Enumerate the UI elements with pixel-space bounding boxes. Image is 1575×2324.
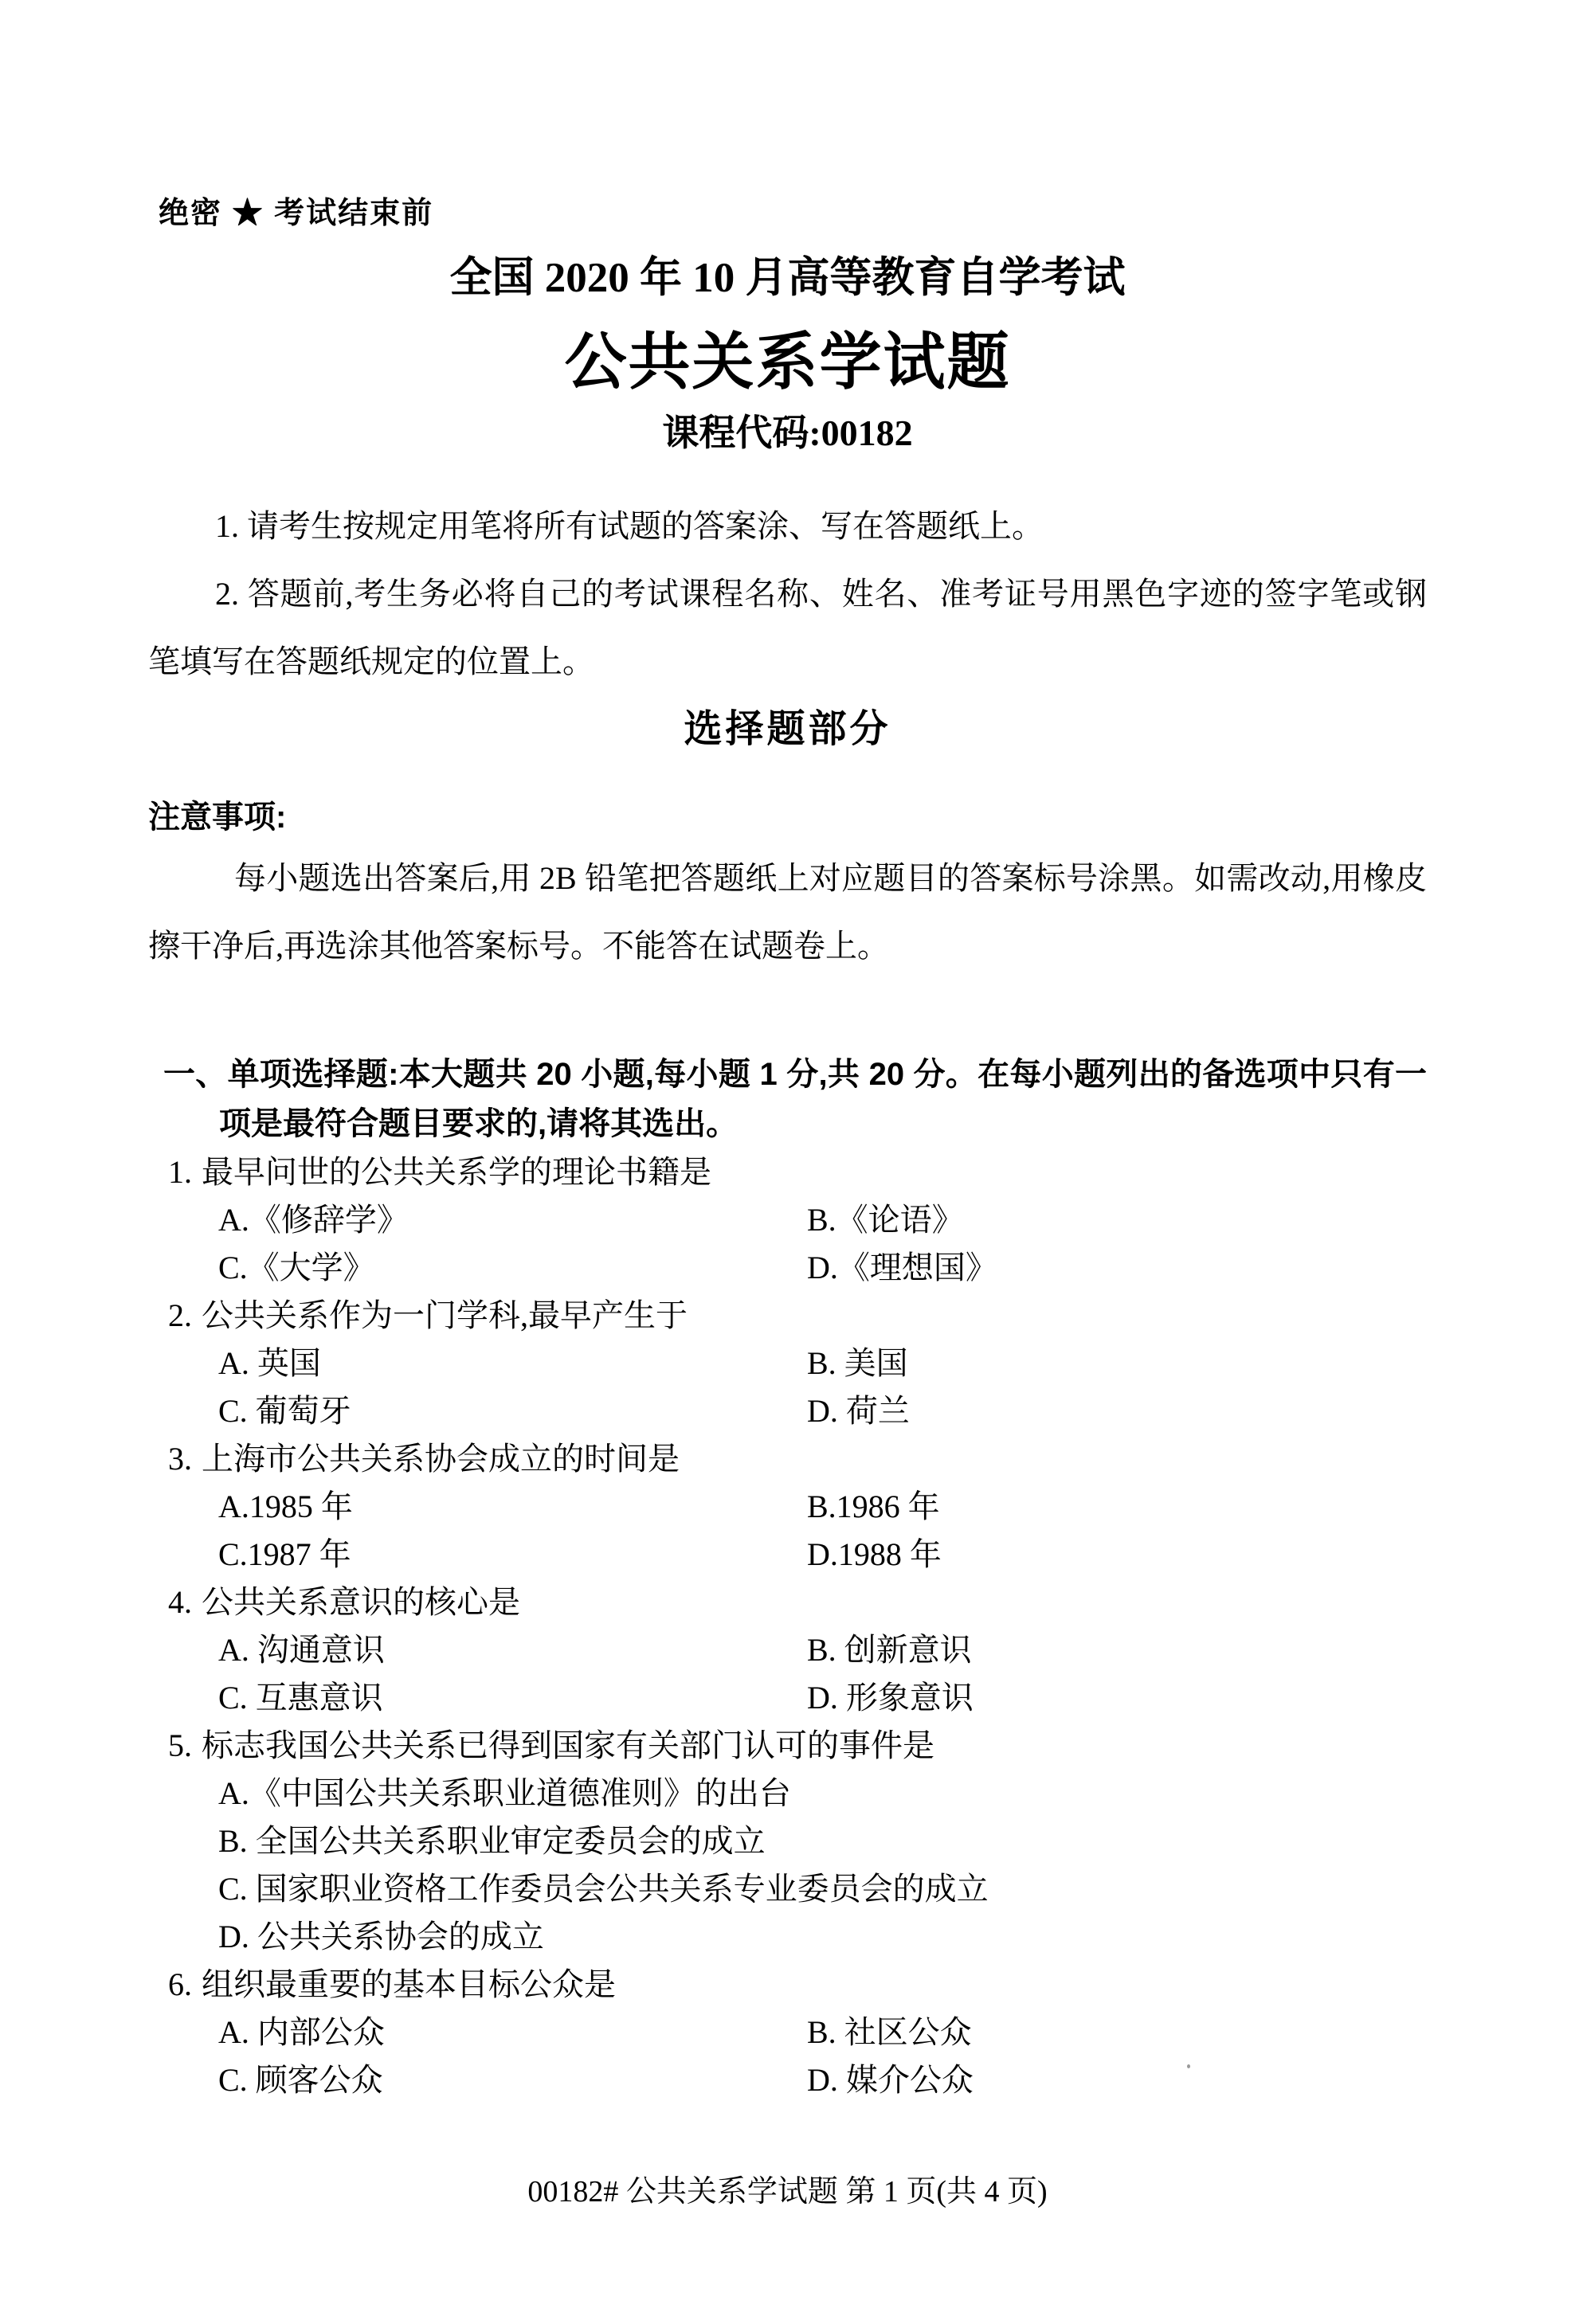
question-4 <box>168 1579 1427 1722</box>
question-1 <box>168 1148 1427 1292</box>
question-3-option-d: D.1988 年 <box>807 1536 942 1572</box>
question-5-stem <box>168 1722 1427 1770</box>
question-4-text: 公共关系意识的核心是 <box>202 1584 520 1620</box>
question-2-option-b: B. 美国 <box>807 1345 908 1381</box>
question-1-text: 最早问世的公共关系学的理论书籍是 <box>202 1154 711 1190</box>
section-one-heading: 一、单项选择题:本大题共 20 小题,每小题 1 分,共 20 分。在每小题列出的备选项中只有一项是最符合题目要求的,请将其选出。 <box>163 1057 1427 1141</box>
notes-body: 每小题选出答案后,用 2B 铅笔把答题纸上对应题目的答案标号涂黑。如需改动,用橡皮擦干净后,再选涂其他答案标号。不能答在试题卷上。 <box>148 860 1427 964</box>
question-1-option-c: C.《大学》 <box>218 1250 375 1285</box>
course-code: 课程代码:00182 <box>662 413 913 453</box>
question-4-option-row-cd <box>168 1674 1427 1722</box>
question-3-option-a: A.1985 年 <box>218 1489 353 1524</box>
question-4-option-d: D. 形象意识 <box>807 1680 974 1716</box>
question-3-number: 3. <box>168 1441 192 1477</box>
question-3-stem <box>168 1435 1427 1483</box>
paper-title: 公共关系学试题 <box>564 327 1011 397</box>
question-5-option-d: D. 公共关系协会的成立 <box>218 1919 544 1954</box>
exam-title: 全国 2020 年 10 月高等教育自学考试 <box>449 255 1126 301</box>
question-3-text: 上海市公共关系协会成立的时间是 <box>202 1441 680 1477</box>
question-1-number: 1. <box>168 1154 192 1190</box>
question-5-option-b: B. 全国公共关系职业审定委员会的成立 <box>218 1823 766 1859</box>
question-4-option-a: A. 沟通意识 <box>218 1632 385 1668</box>
question-1-option-row-ab <box>168 1196 1427 1244</box>
question-6-text: 组织最重要的基本目标公众是 <box>202 1966 616 2002</box>
question-4-stem <box>168 1579 1427 1626</box>
question-2-number: 2. <box>168 1297 192 1333</box>
question-5-text: 标志我国公共关系已得到国家有关部门认可的事件是 <box>202 1727 934 1763</box>
question-6-number: 6. <box>168 1966 192 2002</box>
question-6-option-c: C. 顾客公众 <box>218 2062 383 2098</box>
question-2-option-row-ab <box>168 1340 1427 1387</box>
question-4-option-c: C. 互惠意识 <box>218 1680 383 1716</box>
question-6-option-d: D. 媒介公众 <box>807 2062 974 2098</box>
question-list <box>168 1148 1427 2104</box>
scan-speck-artifact <box>1187 2064 1190 2068</box>
question-6-option-row-cd <box>168 2056 1427 2104</box>
question-2-stem <box>168 1292 1427 1340</box>
question-6-option-row-ab <box>168 2009 1427 2056</box>
question-2 <box>168 1292 1427 1435</box>
question-4-number: 4. <box>168 1584 192 1620</box>
question-5 <box>168 1722 1427 1961</box>
instruction-item-2: 2. 答题前,考生务必将自己的考试课程名称、姓名、准考证号用黑色字迹的签字笔或钢笔填写在答题纸规定的位置上。 <box>148 576 1427 679</box>
question-1-stem <box>168 1148 1427 1196</box>
question-3 <box>168 1435 1427 1579</box>
question-1-option-b: B.《论语》 <box>807 1202 964 1238</box>
question-3-option-b: B.1986 年 <box>807 1489 940 1524</box>
notes-label: 注意事项: <box>148 800 287 835</box>
question-4-option-row-ab <box>168 1626 1427 1674</box>
question-6-stem <box>168 1961 1427 2009</box>
page-footer: 00182# 公共关系学试题 第 1 页(共 4 页) <box>527 2175 1048 2209</box>
question-5-option-c: C. 国家职业资格工作委员会公共关系专业委员会的成立 <box>218 1871 989 1907</box>
choice-section-heading: 选择题部分 <box>684 708 891 750</box>
question-6-option-b: B. 社区公众 <box>807 2014 972 2050</box>
secrecy-notice: 绝密 ★ 考试结束前 <box>159 197 434 230</box>
question-3-option-c: C.1987 年 <box>218 1536 351 1572</box>
question-5-number: 5. <box>168 1727 192 1763</box>
question-3-option-row-ab <box>168 1483 1427 1531</box>
question-2-option-row-cd <box>168 1387 1427 1435</box>
question-2-option-d: D. 荷兰 <box>807 1393 910 1429</box>
question-4-option-b: B. 创新意识 <box>807 1632 972 1668</box>
question-5-option-a: A.《中国公共关系职业道德准则》的出台 <box>218 1775 791 1811</box>
instruction-item-1: 1. 请考生按规定用笔将所有试题的答案涂、写在答题纸上。 <box>215 508 1044 544</box>
question-2-option-a: A. 英国 <box>218 1345 321 1381</box>
question-2-text: 公共关系作为一门学科,最早产生于 <box>202 1297 688 1333</box>
question-6-option-a: A. 内部公众 <box>218 2014 385 2050</box>
question-1-option-d: D.《理想国》 <box>807 1250 997 1285</box>
question-3-option-row-cd <box>168 1531 1427 1579</box>
question-6 <box>168 1961 1427 2104</box>
question-2-option-c: C. 葡萄牙 <box>218 1393 351 1429</box>
question-1-option-a: A.《修辞学》 <box>218 1202 409 1238</box>
question-1-option-row-cd <box>168 1244 1427 1292</box>
